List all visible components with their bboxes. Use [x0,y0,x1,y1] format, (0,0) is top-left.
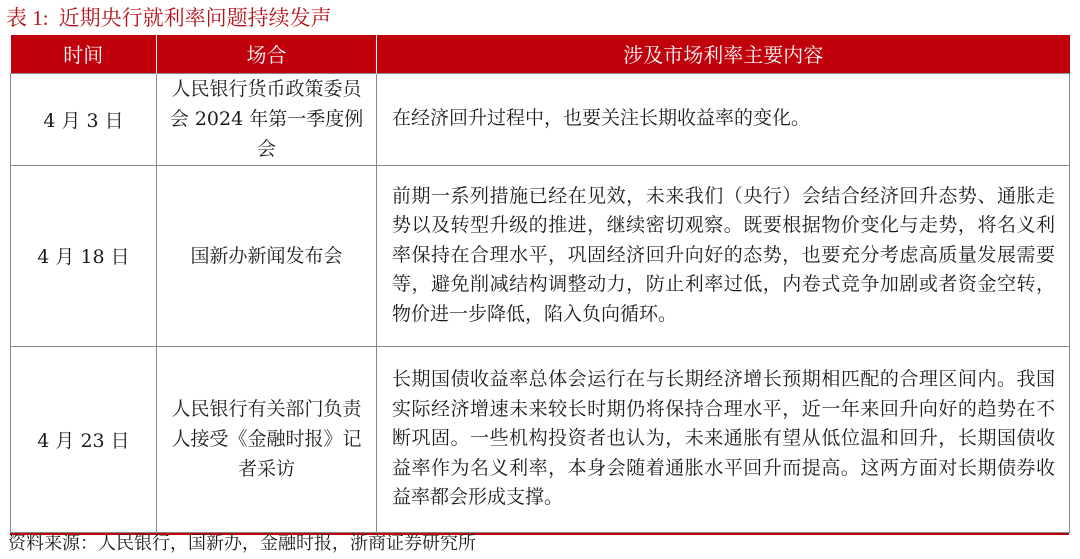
row-venue: 国新办新闻发布会 [157,165,377,346]
header-time: 时间 [11,35,157,73]
row-content: 长期国债收益率总体会运行在与长期经济增长预期相匹配的合理区间内。我国实际经济增速未来较长时期仍将保持合理水平，近一年来回升向好的趋势在不断巩固。一些机构投资者也认为，未来通胀有望从低位温和回升，长期国债收益率作为名义利率，本身会随着通胀水平回升而提高。这两方面对长期债券收益率都会形成支撑。 [377,346,1070,532]
table-row [11,73,1070,165]
table-row [11,346,1070,532]
row-content: 在经济回升过程中，也要关注长期收益率的变化。 [377,73,1070,165]
table-title [6,4,332,32]
table-header-row [11,35,1070,73]
table-row [11,165,1070,346]
row-date: 4 月 3 日 [11,73,157,165]
row-venue: 人民银行货币政策委员会 2024 年第一季度例会 [157,73,377,165]
source-note: 资料来源：人民银行，国新办，金融时报，浙商证券研究所 [8,533,476,554]
row-date: 4 月 23 日 [11,346,157,532]
table-number: 表 1: [6,6,49,30]
row-date: 4 月 18 日 [11,165,157,346]
policy-statements-table [10,35,1070,533]
table-caption: 近期央行就利率问题持续发声 [58,6,332,30]
header-occasion: 场合 [157,35,377,73]
row-content: 前期一系列措施已经在见效，未来我们（央行）会结合经济回升态势、通胀走势以及转型升级的推进，继续密切观察。既要根据物价变化与走势，将名义利率保持在合理水平，巩固经济回升向好的态势，也要充分考虑高质量发展需要等，避免削减结构调整动力，防止利率过低，内卷式竞争加剧或者资金空转，物价进一步降低，陷入负向循环。 [377,165,1070,346]
row-venue: 人民银行有关部门负责人接受《金融时报》记者采访 [157,346,377,532]
header-content: 涉及市场利率主要内容 [377,35,1070,73]
